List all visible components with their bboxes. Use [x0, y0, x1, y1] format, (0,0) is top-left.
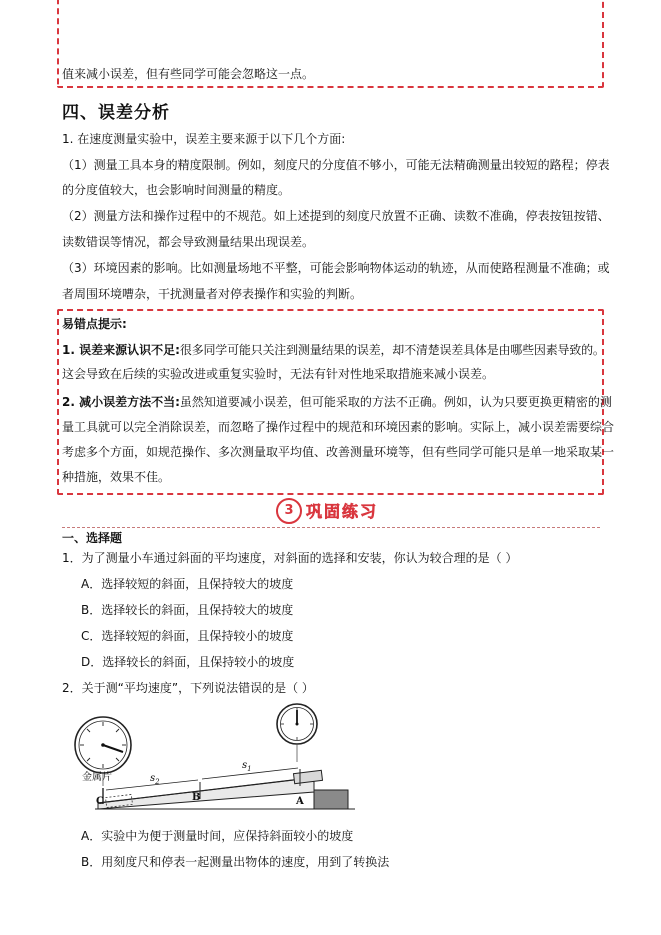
paragraph-intro: 1. 在速度测量实验中，误差主要来源于以下几个方面:	[62, 132, 346, 146]
paragraph-1a: （1）测量工具本身的精度限制。例如，刻度尺的分度值不够小，可能无法精确测量出较短的路程；停表	[62, 158, 610, 172]
paragraph-3b: 者周围环境嘈杂，干扰测量者对停表操作和实验的判断。	[62, 287, 363, 301]
top-note-text: 值来减小误差，但有些同学可能会忽略这一点。	[62, 67, 315, 81]
tip-1-line-a	[62, 340, 605, 360]
question-1-option-c: C．选择较短的斜面，且保持较小的坡度	[81, 629, 294, 643]
tip-1-line-b: 这会导致在后续的实验改进或重复实验时，无法有针对性地采取措施来减小误差。	[62, 367, 495, 381]
question-1-option-a: A．选择较短的斜面，且保持较大的坡度	[81, 577, 294, 591]
question-1-option-d: D．选择较长的斜面，且保持较小的坡度	[81, 655, 295, 669]
paragraph-2b: 读数错误等情况，都会导致测量结果出现误差。	[62, 235, 315, 249]
incline-figure	[70, 700, 360, 815]
tip-1-heading: 1. 误差来源认识不足:	[62, 343, 180, 357]
tips-title: 易错点提示:	[62, 317, 127, 331]
label-point-a: A	[296, 796, 304, 807]
paragraph-1b: 的分度值较大，也会影响时间测量的精度。	[62, 183, 291, 197]
tip-2-line-a	[62, 392, 612, 412]
question-2-option-a: A．实验中为便于测量时间，应保持斜面较小的坡度	[81, 829, 354, 843]
label-s2: $s_2$	[150, 773, 160, 786]
question-2-option-b: B．用刻度尺和停表一起测量出物体的速度，用到了转换法	[81, 855, 390, 869]
paragraph-2a: （2）测量方法和操作过程中的不规范。如上述提到的刻度尺放置不正确、读数不准确，停表按钮按错、	[62, 209, 610, 223]
question-1-stem: 1．为了测量小车通过斜面的平均速度，对斜面的选择和安装，你认为较合理的是（ ）	[62, 551, 518, 565]
question-2-stem: 2．关于测“平均速度”，下列说法错误的是（ ）	[62, 681, 314, 695]
label-point-b: B	[192, 792, 201, 803]
stamp-divider	[62, 527, 600, 528]
exercise-section-title: 一、选择题	[62, 531, 123, 545]
question-1-option-b: B．选择较长的斜面，且保持较大的坡度	[81, 603, 294, 617]
stamp-text: 巩固练习	[306, 502, 379, 521]
tip-2-line-b: 量工具就可以完全消除误差，而忽略了操作过程中的规范和环境因素的影响。实际上，减小误差需要综合	[62, 420, 615, 434]
tip-2-text-a: 虽然知道要减小误差，但可能采取的方法不正确。例如，认为只要更换更精密的测	[179, 395, 612, 409]
stopwatch-right-icon	[277, 704, 317, 744]
section-title: 四、误差分析	[62, 103, 170, 123]
tip-1-text-a: 很多同学可能只关注到测量结果的误差，却不清楚误差具体是由哪些因素导致的。	[179, 343, 605, 357]
tip-2-line-c: 考虑多个方面，如规范操作、多次测量取平均值、改善测量环境等，但有些同学可能只是单一地采取某一	[62, 445, 615, 459]
section-stamp	[276, 496, 388, 524]
tip-2-line-d: 种措施，效果不佳。	[62, 470, 171, 484]
stamp-number-circle: 3	[276, 498, 302, 524]
label-point-c: C	[96, 796, 104, 807]
tip-2-heading: 2. 减小误差方法不当:	[62, 395, 180, 409]
label-s1: $s_1$	[242, 760, 252, 773]
label-metal-piece: 金属片	[82, 772, 112, 783]
stopwatch-left-icon	[75, 717, 131, 773]
paragraph-3a: （3）环境因素的影响。比如测量场地不平整，可能会影响物体运动的轨迹，从而使路程测量不准确；或	[62, 261, 610, 275]
